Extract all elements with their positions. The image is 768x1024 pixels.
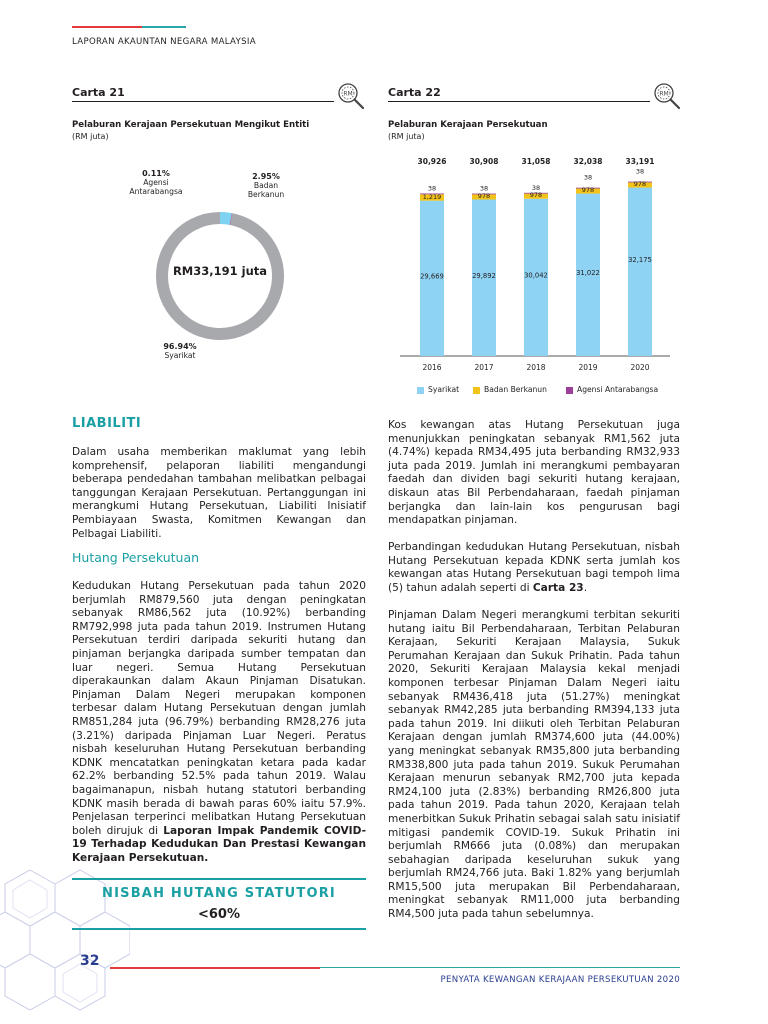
hutang-persekutuan-text: Kedudukan Hutang Persekutuan pada tahun 2020 berjumlah RM879,560 juta dengan peningkatan sebanyak RM86,562 juta (10.92%) berbanding RM792,998 juta pada tahun 2019. Instrumen Hutang Persekutuan terdiri daripada sekuriti hutang dan pinjaman berjangka daripada sumber tempatan dan luar negeri. Semua Hutang Persekutuan diperakaunkan dalam Akaun Pinjaman Disatukan. Pinjaman Dalam Negeri merupakan komponen terbesar dalam Hutang Persekutuan dengan jumlah RM851,284 juta (96.79%) berbanding RM28,276 juta (3.21%) daripada Pinjaman Luar Negeri. Peratus nisbah keseluruhan Hutang Persekutuan berbanding KDNK mencatatkan peningkatan ketara pada kadar 62.2% berbanding 52.5% pada tahun 2019. Walau bagaimanapun, nisbah hutang statutori berbanding KDNK masih berada di bawah paras 60% iaitu 57.9%. Penjelasan terperinci melibatkan Hutang Persekutuan boleh dirujuk di — [72, 580, 366, 837]
donut-label-syarikat-pct: 96.94% — [163, 342, 197, 351]
legend-syarikat — [417, 385, 459, 394]
label-badan-2018: 978 — [529, 191, 543, 200]
legend-swatch-syarikat — [417, 387, 424, 394]
bar-syarikat-2020 — [628, 188, 652, 356]
total-label-2016: 30,926 — [417, 157, 447, 166]
x-tick-2019: 2019 — [578, 363, 598, 372]
laporan-impak-reference: Laporan Impak Pandemik COVID-19 Terhadap Kedudukan Dan Prestasi Kewangan Kerajaan Persekutuan. — [72, 824, 366, 864]
x-tick-2020: 2020 — [630, 363, 650, 372]
chart22-label: Carta 22 — [388, 86, 441, 99]
label-badan-2016: 1,219 — [422, 193, 442, 202]
donut-label-badan — [236, 172, 296, 199]
kos-kewangan-paragraph: Kos kewangan atas Hutang Persekutuan juga menunjukkan peningkatan sebanyak RM1,562 juta (4.74%) kepada RM34,495 juta berbanding RM32,933 juta pada 2019. Jumlah ini merangkumi pembayaran faedah dan dividen bagi sekuriti hutang kerajaan, diskaun atas Bil Perbendaharaan, faedah pinjaman berjangka dan lain-lain kos pengurusan bagi mendapatkan pinjaman. — [388, 419, 680, 527]
label-syarikat-2016: 29,669 — [420, 272, 444, 281]
label-badan-2020: 978 — [633, 180, 647, 189]
total-label-2020: 33,191 — [625, 157, 655, 166]
total-label-2017: 30,908 — [469, 157, 499, 166]
header-accent-teal — [142, 26, 186, 28]
label-syarikat-2018: 30,042 — [524, 271, 548, 280]
header-accent-red — [72, 26, 142, 28]
legend-agensi — [566, 385, 658, 394]
donut-label-agensi-name2: Antarabangsa — [129, 187, 183, 196]
donut-label-syarikat-name1: Syarikat — [164, 351, 196, 360]
carta23-reference: Carta 23 — [532, 581, 584, 594]
donut-center-total: RM33,191 juta — [172, 264, 268, 278]
label-badan-2019: 978 — [581, 186, 595, 195]
magnifier-icon — [652, 80, 682, 110]
label-agensi-2016: 38 — [427, 184, 437, 193]
chart22-rule — [388, 101, 650, 102]
perbandingan-paragraph — [388, 541, 680, 595]
x-tick-2017: 2017 — [474, 363, 494, 372]
svg-text:RM: RM — [343, 90, 353, 98]
legend-swatch-badan — [473, 387, 480, 394]
donut-label-syarikat — [150, 342, 210, 360]
legend-label-badan: Badan Berkanun — [484, 385, 547, 394]
header-title: LAPORAN AKAUNTAN NEGARA MALAYSIA — [72, 37, 256, 47]
hutang-persekutuan-paragraph — [72, 580, 366, 865]
nisbah-value: <60% — [197, 907, 240, 922]
nisbah-title: NISBAH HUTANG STATUTORI — [102, 886, 336, 901]
footer-accent-teal — [320, 967, 680, 968]
label-agensi-2018: 38 — [531, 183, 541, 192]
label-agensi-2020: 38 — [635, 167, 645, 176]
perbandingan-text: Perbandingan kedudukan Hutang Persekutuan, nisbah Hutang Persekutuan kepada KDNK serta jumlah kos kewangan atas Hutang Persekutuan bagi tempoh lima (5) tahun adalah seperti di — [388, 541, 680, 594]
liabiliti-paragraph: Dalam usaha memberikan maklumat yang lebih komprehensif, pelaporan liabiliti mengandungi beberapa pendedahan tambahan melibatkan pelbagai tanggungan Kerajaan Persekutuan. Pertanggungan ini merangkumi Hutang Persekutuan, Liabiliti Inisiatif Pembiayaan Swasta, Komitmen Kewangan dan Pelbagai Liabiliti. — [72, 446, 366, 540]
footer-title: PENYATA KEWANGAN KERAJAAN PERSEKUTUAN 2020 — [440, 975, 680, 985]
donut-label-agensi-pct: 0.11% — [142, 169, 170, 178]
nisbah-hutang-box — [72, 878, 366, 930]
footer-accent-red — [110, 967, 320, 969]
chart21-unit: (RM juta) — [72, 132, 109, 141]
legend-swatch-agensi — [566, 387, 573, 394]
page-number: 32 — [80, 953, 100, 969]
x-tick-2016: 2016 — [422, 363, 442, 372]
label-agensi-2017: 38 — [479, 184, 489, 193]
chart21-rule — [72, 101, 334, 102]
svg-text:RM: RM — [659, 90, 669, 98]
legend-badan — [473, 385, 547, 394]
donut-label-badan-name1: Badan — [253, 181, 279, 190]
hutang-persekutuan-heading: Hutang Persekutuan — [72, 550, 200, 565]
total-label-2018: 31,058 — [521, 157, 551, 166]
label-syarikat-2019: 31,022 — [576, 268, 600, 277]
legend-label-agensi: Agensi Antarabangsa — [577, 385, 659, 394]
donut-label-badan-pct: 2.95% — [252, 172, 280, 181]
stacked-bar-chart — [400, 150, 680, 380]
perbandingan-end: . — [583, 581, 588, 594]
label-syarikat-2020: 32,175 — [628, 255, 652, 264]
label-agensi-2019: 38 — [583, 173, 593, 182]
chart21-label: Carta 21 — [72, 86, 125, 99]
chart22-unit: (RM juta) — [388, 132, 425, 141]
total-label-2019: 32,038 — [573, 157, 603, 166]
chart22-subtitle: Pelaburan Kerajaan Persekutuan — [388, 120, 548, 130]
pinjaman-dalam-negeri-paragraph: Pinjaman Dalam Negeri merangkumi terbitan sekuriti hutang iaitu Bil Perbendaharaan, Terbitan Pelaburan Kerajaan, Sekuriti Kerajaan Malaysia, Sukuk Perumahan Kerajaan dan Sukuk Prihatin. Pada tahun 2020, Sekuriti Kerajaan Malaysia kekal menjadi komponen terbesar Pinjaman Dalam Negeri iaitu sebanyak RM436,418 juta (51.27%) meningkat sebanyak RM42,285 juta berbanding RM394,133 juta pada tahun 2019. Ini diikuti oleh Terbitan Pelaburan Kerajaan dengan jumlah RM374,600 juta (44.00%) yang meningkat sebanyak RM35,800 juta berbanding RM338,800 juta pada tahun 2019. Sukuk Perumahan Kerajaan menurun sebanyak RM2,700 juta kepada RM24,100 juta (2.83%) berbanding RM26,800 juta pada tahun 2019. Pada tahun 2020, Kerajaan telah menerbitkan Sukuk Prihatin sebagai salah satu inisiatif mitigasi pandemik COVID-19. Sukuk Prihatin ini berjumlah RM666 juta (0.08%) dan merupakan sebahagian daripada keseluruhan sukuk yang berjumlah RM24,766 juta. Baki 1.82% yang berjumlah RM15,500 juta merupakan Bil Perbendaharaan, meningkat sebanyak RM11,000 juta berbanding RM4,500 juta pada tahun sebelumnya. — [388, 609, 680, 921]
liabiliti-heading: LIABILITI — [72, 416, 142, 431]
x-tick-2018: 2018 — [526, 363, 546, 372]
magnifier-icon — [336, 80, 366, 110]
legend-label-syarikat: Syarikat — [428, 385, 460, 394]
label-syarikat-2017: 29,892 — [472, 271, 496, 280]
nisbah-bottom-rule — [72, 928, 366, 930]
label-badan-2017: 978 — [477, 192, 491, 201]
chart21-subtitle: Pelaburan Kerajaan Persekutuan Mengikut Entiti — [72, 120, 310, 130]
nisbah-top-rule — [72, 878, 366, 880]
donut-slice-badan-berkanun — [220, 218, 231, 219]
donut-label-agensi — [126, 169, 186, 196]
donut-label-badan-name2: Berkanun — [247, 190, 285, 199]
donut-label-agensi-name1: Agensi — [143, 178, 169, 187]
